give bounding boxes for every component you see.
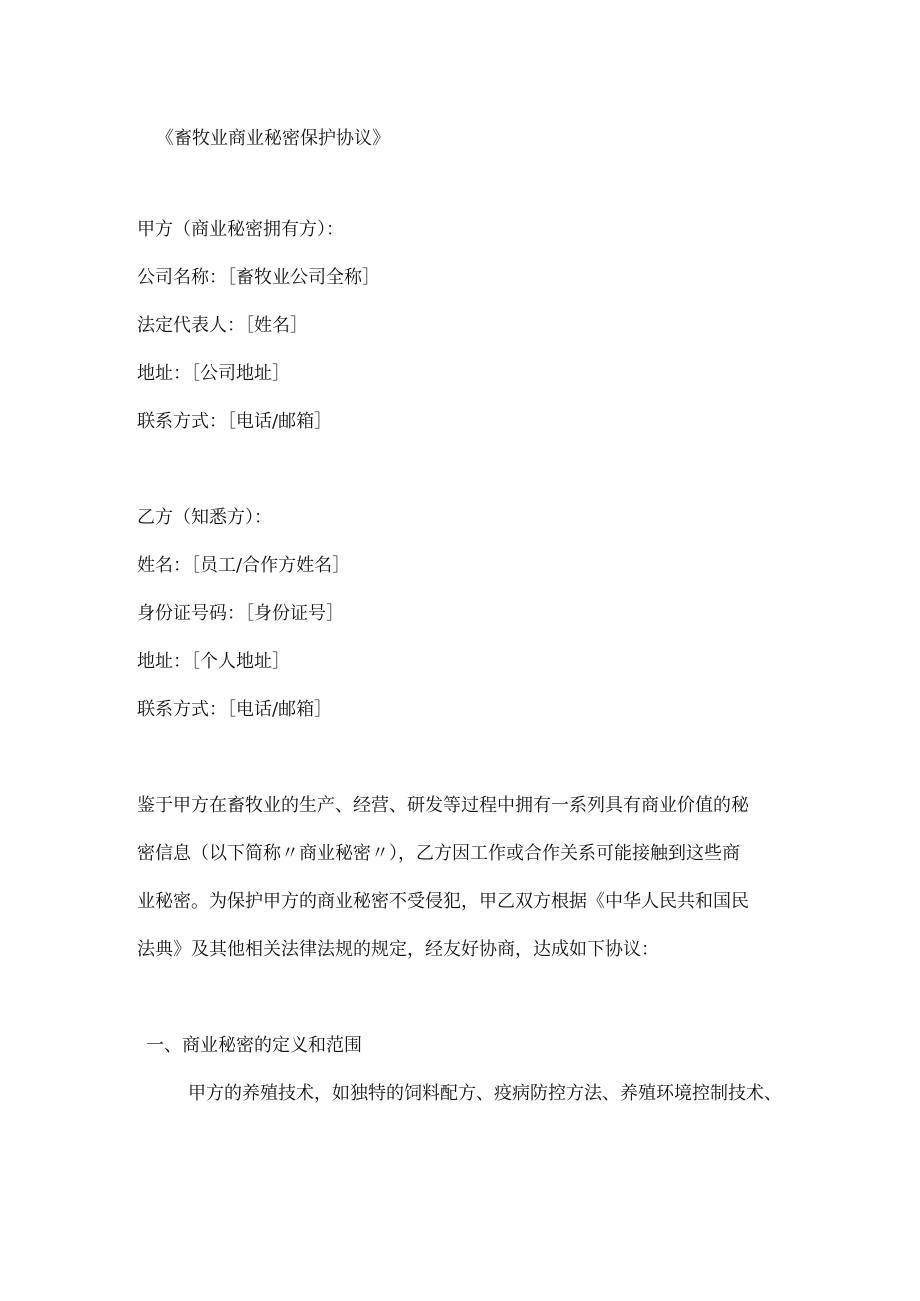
party-b-contact: 联系方式：［电话/邮箱］ — [137, 699, 333, 720]
party-a-representative: 法定代表人：［姓名］ — [137, 315, 308, 336]
party-b-name: 姓名：［员工/合作方姓名］ — [137, 555, 351, 576]
preamble-line: 鉴于甲方在畜牧业的生产、经营、研发等过程中拥有一系列具有商业价值的秘 — [137, 795, 749, 816]
party-a-address: 地址：［公司地址］ — [137, 363, 290, 384]
section-1-body: 甲方的养殖技术，如独特的饲料配方、疫病防控方法、养殖环境控制技术、 — [188, 1083, 782, 1104]
preamble-line: 法典》及其他相关法律法规的规定，经友好协商，达成如下协议： — [137, 939, 659, 960]
preamble-line: 业秘密。为保护甲方的商业秘密不受侵犯，甲乙双方根据《中华人民共和国民 — [137, 891, 749, 912]
document-title: 《畜牧业商业秘密保护协议》 — [156, 128, 390, 149]
section-1-heading: 一、商业秘密的定义和范围 — [146, 1035, 362, 1056]
party-b-id-number: 身份证号码：［身份证号］ — [137, 603, 344, 624]
party-a-company: 公司名称：［畜牧业公司全称］ — [137, 267, 380, 288]
party-a-contact: 联系方式：［电话/邮箱］ — [137, 411, 333, 432]
party-b-address: 地址：［个人地址］ — [137, 651, 290, 672]
party-b-heading: 乙方（知悉方）： — [137, 507, 272, 528]
preamble-line: 密信息（以下简称〃商业秘密〃），乙方因工作或合作关系可能接触到这些商 — [137, 843, 740, 864]
party-a-heading: 甲方（商业秘密拥有方）： — [137, 219, 344, 240]
